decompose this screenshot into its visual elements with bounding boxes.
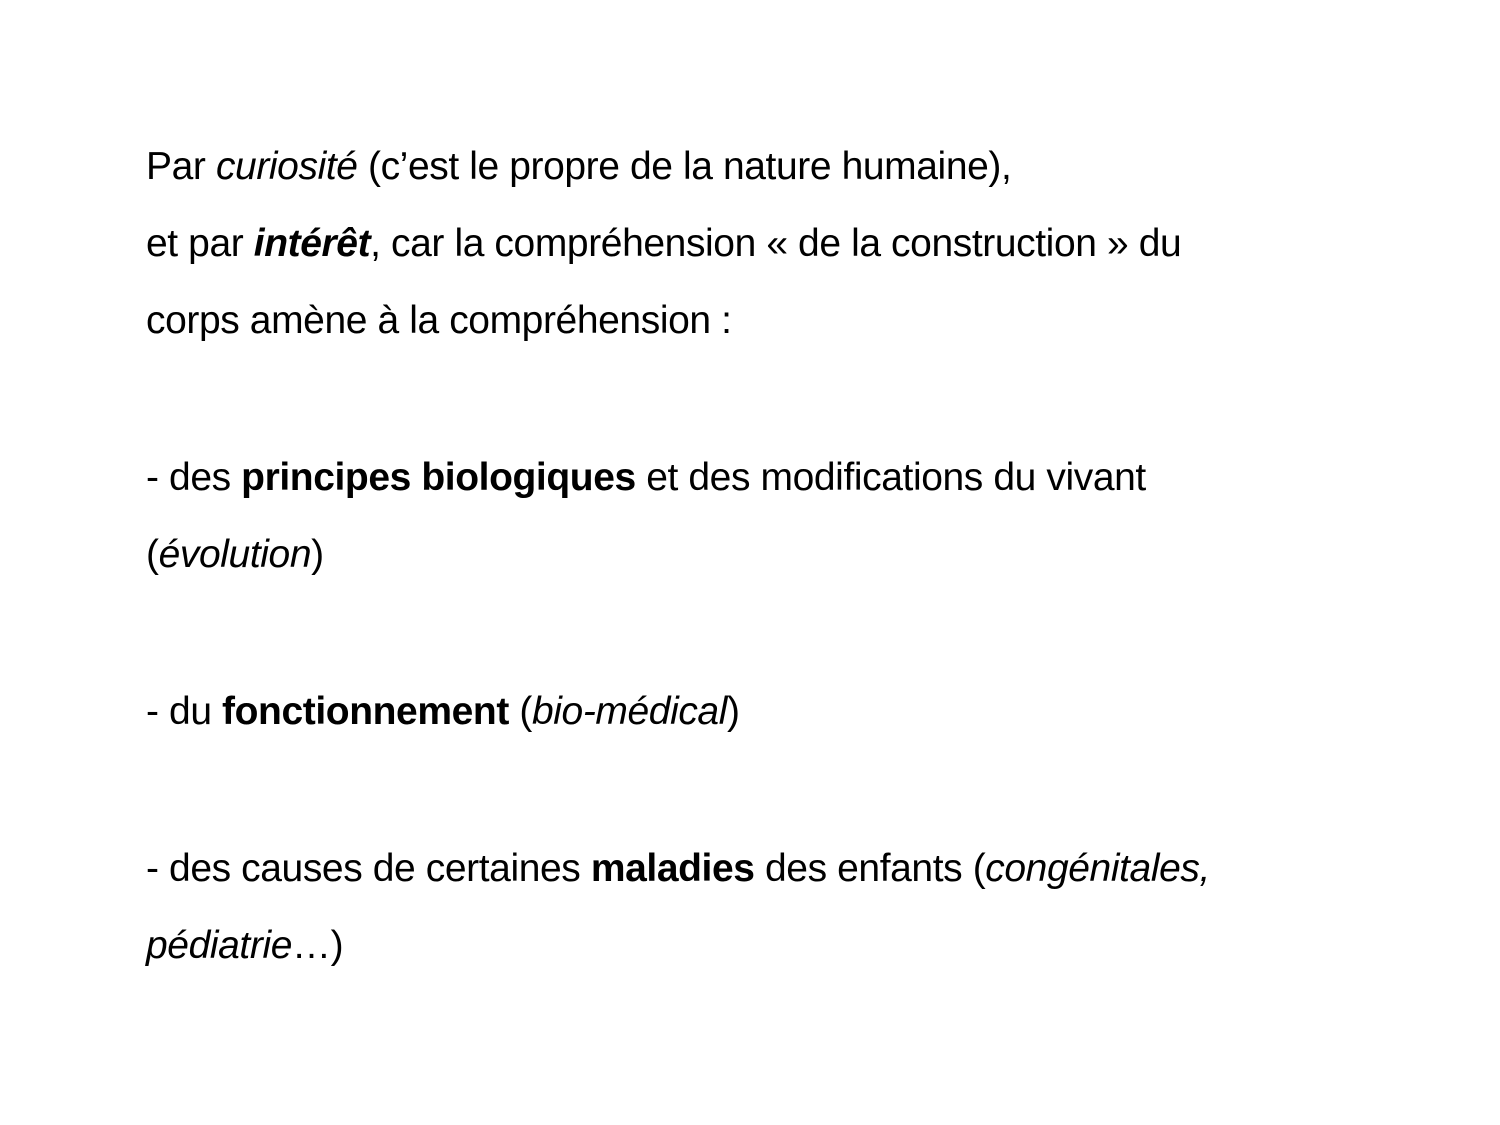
emphasis-bio-medical: bio-médical: [531, 690, 727, 733]
emphasis-maladies: maladies: [590, 847, 755, 890]
list-item-3-line-2: [146, 907, 1446, 984]
text-run: …): [292, 924, 344, 967]
text-run: des enfants (: [754, 847, 986, 890]
intro-line-2: [146, 205, 1446, 282]
text-run: - des causes de certaines: [146, 847, 591, 890]
spacer: [146, 593, 1446, 673]
text-run: (: [146, 533, 159, 576]
text-run: Par: [146, 145, 216, 188]
list-item-1-line-2: [146, 516, 1446, 593]
emphasis-congenitales: congénitales,: [985, 847, 1210, 890]
text-run: - du: [146, 690, 223, 733]
spacer: [146, 750, 1446, 830]
list-item-1-line-1: [146, 439, 1446, 516]
text-run: (c’est le propre de la nature humaine),: [357, 145, 1012, 188]
text-run: ): [727, 690, 740, 733]
text-run: et des modifications du vivant: [635, 456, 1146, 499]
text-run: ): [311, 533, 324, 576]
intro-line-3: [146, 282, 1446, 359]
text-run: (: [508, 690, 532, 733]
intro-line-1: [146, 128, 1446, 205]
emphasis-pediatrie: pédiatrie: [146, 924, 293, 967]
emphasis-interet: intérêt: [253, 222, 371, 265]
emphasis-evolution: évolution: [158, 533, 312, 576]
emphasis-fonctionnement: fonctionnement: [222, 690, 509, 733]
text-run: et par: [146, 222, 254, 265]
emphasis-curiosite: curiosité: [215, 145, 358, 188]
list-item-3-line-1: [146, 830, 1446, 907]
emphasis-principes-biologiques: principes biologiques: [241, 456, 636, 499]
list-item-2-line-1: [146, 673, 1446, 750]
text-run: - des: [146, 456, 242, 499]
text-run: , car la compréhension « de la construction » du: [370, 222, 1182, 265]
text-run: corps amène à la compréhension :: [146, 299, 732, 342]
spacer: [146, 359, 1446, 439]
slide-body-text: [146, 128, 1446, 984]
